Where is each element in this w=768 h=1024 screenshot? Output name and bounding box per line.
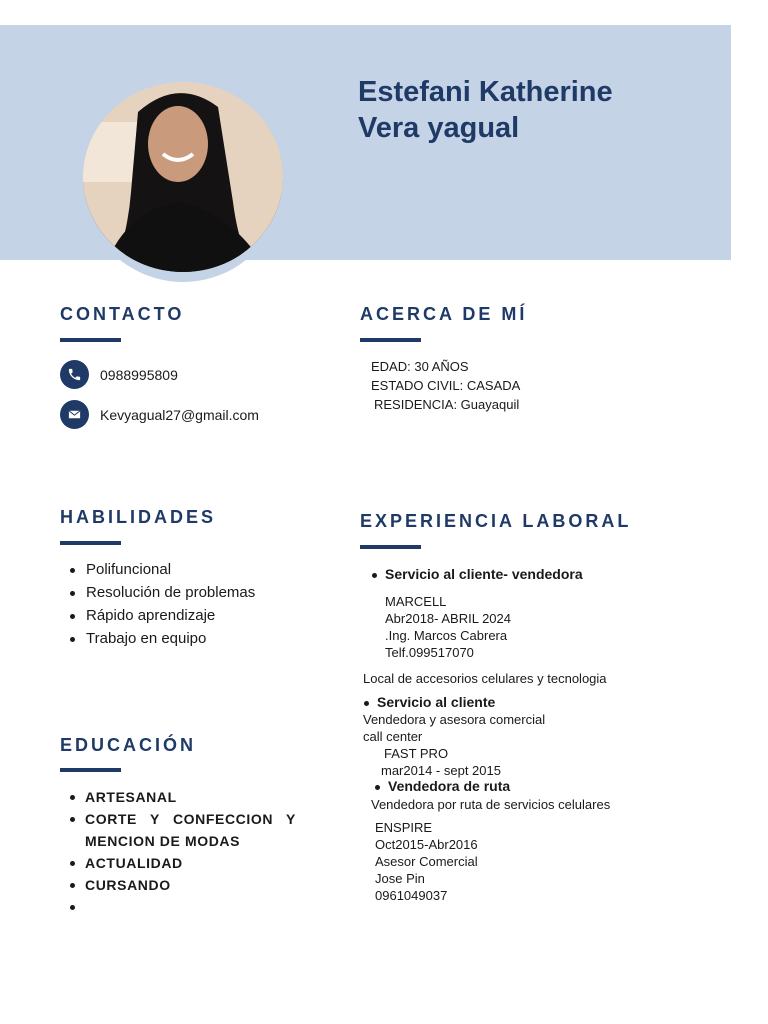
job1-heading: Servicio al cliente- vendedora (370, 566, 583, 582)
profile-photo (83, 82, 283, 272)
skills-title: HABILIDADES (60, 507, 217, 527)
job1-phone: Telf.099517070 (385, 645, 474, 660)
about-text (371, 357, 520, 414)
contact-phone: 0988995809 (100, 366, 178, 383)
education-list (60, 786, 296, 896)
contact-email: Kevyagual27@gmail.com (100, 406, 259, 423)
job3-company: ENSPIRE (375, 820, 433, 835)
list-item: Rápido aprendizaje (60, 604, 255, 627)
job3-phone: 0961049037 (375, 888, 448, 903)
job1-details (385, 593, 511, 661)
job2-dates: mar2014 - sept 2015 (381, 763, 501, 778)
job1-company: MARCELL (385, 594, 447, 609)
job1-contact: .Ing. Marcos Cabrera (385, 628, 508, 643)
job3-contact: Jose Pin (375, 871, 425, 886)
name-line-2: Vera yagual (358, 112, 520, 144)
contact-phone-row (60, 360, 178, 389)
phone-icon (60, 360, 89, 389)
list-item: Trabajo en equipo (60, 627, 255, 650)
list-item: CORTE Y CONFECCION Y MENCION DE MODAS (60, 808, 296, 852)
job1-note: Local de accesorios celulares y tecnologia (363, 671, 607, 686)
education-title: EDUCACIÓN (60, 735, 197, 755)
list-item: ARTESANAL (60, 786, 296, 808)
about-title: ACERCA DE MÍ (360, 304, 528, 324)
envelope-icon (60, 400, 89, 429)
about-residence: RESIDENCIA: Guayaquil (374, 397, 520, 412)
skills-rule (60, 541, 121, 545)
candidate-name (358, 74, 613, 146)
contact-rule (60, 338, 121, 342)
about-rule (360, 338, 421, 342)
about-age: EDAD: 30 AÑOS (371, 359, 469, 374)
experience-rule (360, 545, 421, 549)
job1-dates: Abr2018- ABRIL 2024 (385, 611, 511, 626)
contact-title: CONTACTO (60, 304, 185, 324)
job2-heading: Servicio al cliente (362, 694, 495, 710)
skills-list (60, 558, 255, 650)
list-item: Resolución de problemas (60, 581, 255, 604)
contact-email-row (60, 400, 259, 429)
list-item: ACTUALIDAD (60, 852, 296, 874)
job2-company: FAST PRO (384, 746, 449, 761)
job3-dates: Oct2015-Abr2016 (375, 837, 478, 852)
job3-details (375, 819, 478, 904)
education-rule (60, 768, 121, 772)
list-item: Polifuncional (60, 558, 255, 581)
job3-heading: Vendedora de ruta (373, 778, 510, 794)
about-civil-status: ESTADO CIVIL: CASADA (371, 378, 521, 393)
job2-role: Vendedora y asesora comercial (363, 712, 546, 727)
list-item: CURSANDO (60, 874, 296, 896)
job2-area: call center (363, 729, 423, 744)
job3-role: Vendedora por ruta de servicios celulares (371, 797, 611, 812)
name-line-1: Estefani Katherine (358, 76, 613, 108)
job2-details (363, 711, 545, 779)
experience-title: EXPERIENCIA LABORAL (360, 511, 632, 531)
job3-position: Asesor Comercial (375, 854, 478, 869)
